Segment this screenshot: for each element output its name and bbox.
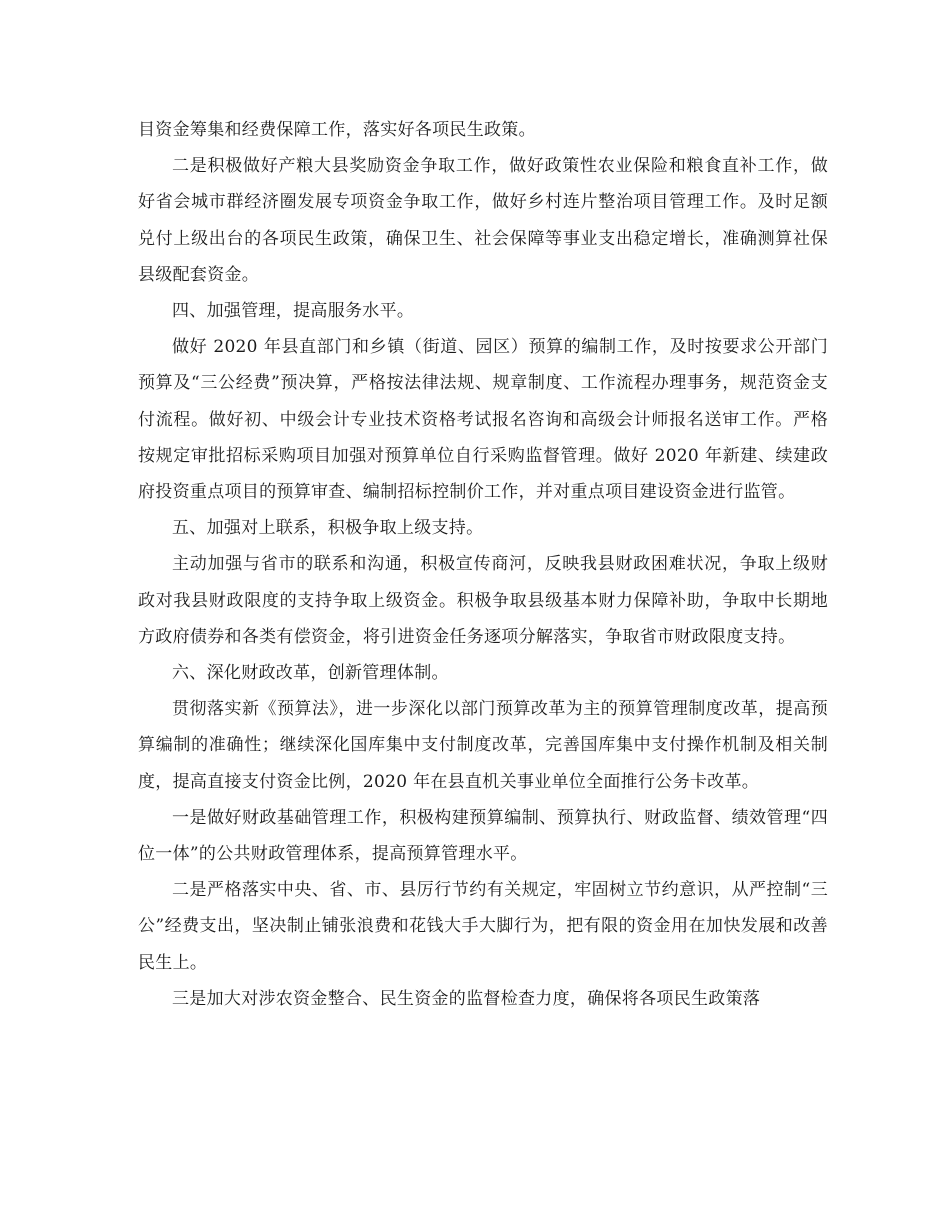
paragraph-budget-law: 贯彻落实新《预算法》，进一步深化以部门预算改革为主的预算管理制度改革，提高预算编制的准确性；继续深化国库集中支付制度改革，完善国库集中支付操作机制及相关制度，提高直接支付资金比例，2020 年在县直机关事业单位全面推行公务卡改革。	[138, 699, 828, 792]
paragraph-upper-support: 主动加强与省市的联系和沟通，积极宣传商河，反映我县财政困难状况，争取上级财政对我县财政限度的支持争取上级资金。积极争取县级基本财力保障补助，争取中长期地方政府债券和各类有偿资金，将引进资金任务逐项分解落实，争取省市财政限度支持。	[138, 554, 828, 647]
section-heading-4: 四、加强管理，提高服务水平。	[172, 301, 415, 322]
paragraph-grain-subsidy: 二是积极做好产粮大县奖励资金争取工作，做好政策性农业保险和粮食直补工作，做好省会城市群经济圈发展专项资金争取工作，做好乡村连片整治项目管理工作。及时足额兑付上级出台的各项民生政策，确保卫生、社会保障等事业支出稳定增长，准确测算社保县级配套资金。	[138, 156, 828, 285]
paragraph-continuation: 目资金筹集和经费保障工作，落实好各项民生政策。	[138, 120, 536, 140]
paragraph-budget-compilation: 做好 2020 年县直部门和乡镇（街道、园区）预算的编制工作，及时按要求公开部门预算及“三公经费”预决算，严格按法律法规、规章制度、工作流程办理事务，规范资金支付流程。做好初、中级会计专业技术资格考试报名咨询和高级会计师报名送审工作。严格按规定审批招标采购项目加强对预算单位自行采购监督管理。做好 2020 年新建、续建政府投资重点项目的预算审查、编制招标控制价工作，并对重点项目建设资金进行监管。	[138, 337, 828, 503]
section-heading-5: 五、加强对上联系，积极争取上级支持。	[172, 518, 484, 539]
section-heading-6: 六、深化财政改革，创新管理体制。	[172, 663, 449, 684]
paragraph-item-3: 三是加大对涉农资金整合、民生资金的监督检查力度，确保将各项民生政策落	[172, 988, 761, 1009]
paragraph-item-1: 一是做好财政基础管理工作，积极构建预算编制、预算执行、财政监督、绩效管理“四位一体”的公共财政管理体系，提高预算管理水平。	[138, 807, 828, 865]
paragraph-item-2: 二是严格落实中央、省、市、县厉行节约有关规定，牢固树立节约意识，从严控制“三公”经费支出，坚决制止铺张浪费和花钱大手大脚行为，把有限的资金用在加快发展和改善民生上。	[138, 880, 828, 973]
document-body	[138, 112, 828, 1017]
